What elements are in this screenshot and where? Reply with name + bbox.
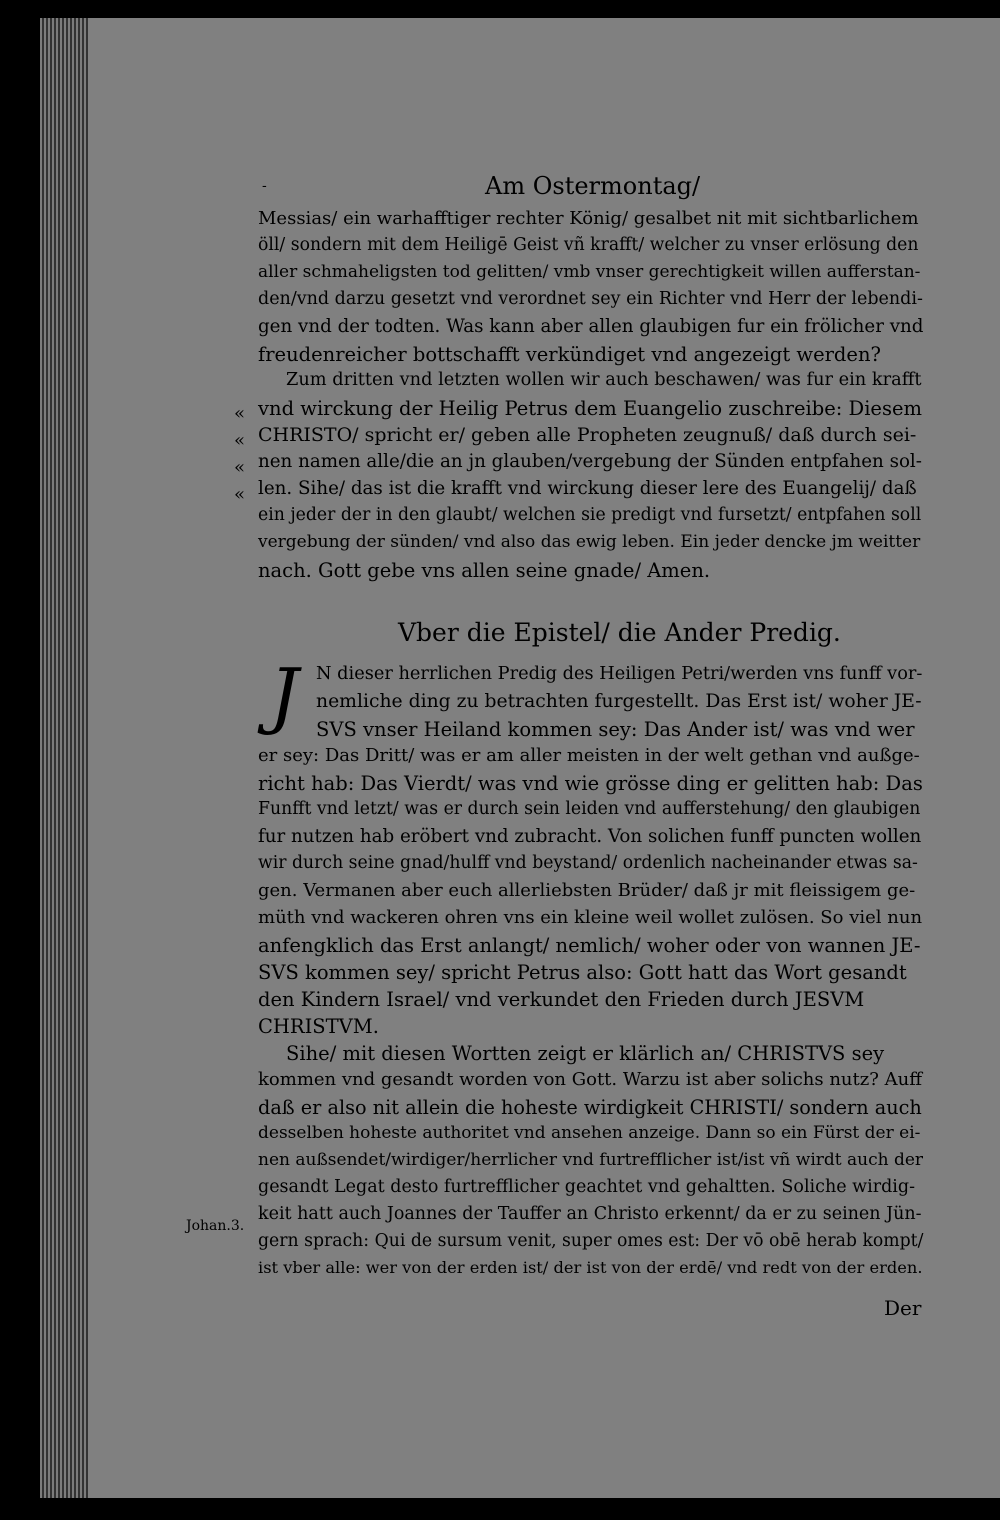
text-line: nemliche ding zu betrachten furgestellt. Das Erst ist/ woher JE- <box>316 691 922 712</box>
text-line: keit hatt auch Joannes der Tauffer an Christo erkennt/ da er zu seinen Jün- <box>258 1204 922 1224</box>
text-line: kommen vnd gesandt worden von Gott. Warzu ist aber solichs nutz? Auff <box>258 1069 922 1090</box>
quote-mark: « <box>234 403 246 424</box>
text-line: SVS vnser Heiland kommen sey: Das Ander ist/ was vnd wer <box>316 718 915 741</box>
text-line: freudenreicher bottschafft verkündiget vnd angezeigt werden? <box>258 343 881 366</box>
text-line: aller schmaheligsten tod gelitten/ vmb vnser gerechtigkeit willen aufferstan- <box>258 262 921 282</box>
text-line: müth vnd wackeren ohren vns ein kleine weil wollet zulösen. So viel nun <box>258 907 923 928</box>
text-line: vergebung der sünden/ vnd also das ewig leben. Ein jeder dencke jm weitter <box>258 532 921 552</box>
text-line: N dieser herrlichen Predig des Heiligen Petri/werden vns funff vor- <box>316 664 923 684</box>
text-line: vnd wirckung der Heilig Petrus dem Euangelio zuschreibe: Diesem <box>258 397 923 420</box>
text-line: daß er also nit allein die hoheste wirdigkeit CHRISTI/ sondern auch <box>258 1096 922 1119</box>
text-line: wir durch seine gnad/hulff vnd beystand/ ordenlich nacheinander etwas sa- <box>258 853 918 873</box>
text-line: den Kindern Israel/ vnd verkundet den Frieden durch JESVM <box>258 988 865 1011</box>
running-head: Am Ostermontag/ <box>485 172 701 200</box>
quote-mark: « <box>234 457 246 478</box>
text-line: SVS kommen sey/ spricht Petrus also: Gott hatt das Wort gesandt <box>258 961 907 984</box>
margin-note: Johan.3. <box>186 1218 245 1234</box>
text-line: fur nutzen hab eröbert vnd zubracht. Von solichen funff puncten wollen <box>258 826 922 847</box>
section-heading: Vber die Epistel/ die Ander Predig. <box>398 618 841 647</box>
text-line: Sihe/ mit diesen Wortten zeigt er klärlich an/ CHRISTVS sey <box>286 1042 885 1065</box>
text-line: len. Sihe/ das ist die krafft vnd wirckung dieser lere des Euangelij/ daß <box>258 478 917 499</box>
drop-initial: J <box>269 653 299 737</box>
text-line: ist vber alle: wer von der erden ist/ der ist von der erdē/ vnd redt von der erden. <box>258 1258 923 1277</box>
signature-mark: - <box>262 178 267 194</box>
quote-mark: « <box>234 484 246 505</box>
text-line: nach. Gott gebe vns allen seine gnade/ Amen. <box>258 559 711 582</box>
text-line: richt hab: Das Vierdt/ was vnd wie grösse ding er gelitten hab: Das <box>258 772 923 795</box>
text-line: Funfft vnd letzt/ was er durch sein leiden vnd aufferstehung/ den glaubigen <box>258 799 921 819</box>
text-line: nen außsendet/wirdiger/herrlicher vnd furtrefflicher ist/ist vñ wirdt auch der <box>258 1150 924 1170</box>
text-line: gen. Vermanen aber euch allerliebsten Brüder/ daß jr mit fleissigem ge- <box>258 880 916 901</box>
binding-gutter <box>40 18 88 1498</box>
text-line: nen namen alle/die an jn glauben/vergebung der Sünden entpfahen sol- <box>258 451 922 472</box>
text-line: gern sprach: Qui de sursum venit, super omes est: Der vō obē herab kompt/ <box>258 1231 924 1251</box>
text-line: gen vnd der todten. Was kann aber allen glaubigen fur ein frölicher vnd <box>258 316 924 337</box>
text-line: Zum dritten vnd letzten wollen wir auch beschawen/ was fur ein krafft <box>286 370 922 390</box>
text-line: gesandt Legat desto furtrefflicher geachtet vnd gehaltten. Soliche wirdig- <box>258 1177 915 1197</box>
catchword: Der <box>884 1296 922 1320</box>
text-line: er sey: Das Dritt/ was er am aller meisten in der welt gethan vnd außge- <box>258 745 920 766</box>
text-line: desselben hoheste authoritet vnd ansehen anzeige. Dann so ein Fürst der ei- <box>258 1123 921 1143</box>
text-line: öll/ sondern mit dem Heiligē Geist vñ krafft/ welcher zu vnser erlösung den <box>258 235 919 255</box>
text-line: den/vnd darzu gesetzt vnd verordnet sey ein Richter vnd Herr der lebendi- <box>258 289 923 309</box>
quote-mark: « <box>234 430 246 451</box>
text-line: Messias/ ein warhafftiger rechter König/ gesalbet nit mit sichtbarlichem <box>258 208 919 229</box>
text-line: CHRISTO/ spricht er/ geben alle Propheten zeugnuß/ daß durch sei- <box>258 424 917 446</box>
text-line: CHRISTVM. <box>258 1015 379 1038</box>
text-line: ein jeder der in den glaubt/ welchen sie predigt vnd fursetzt/ entpfahen soll <box>258 505 922 525</box>
text-line: anfengklich das Erst anlangt/ nemlich/ woher oder von wannen JE- <box>258 934 921 957</box>
